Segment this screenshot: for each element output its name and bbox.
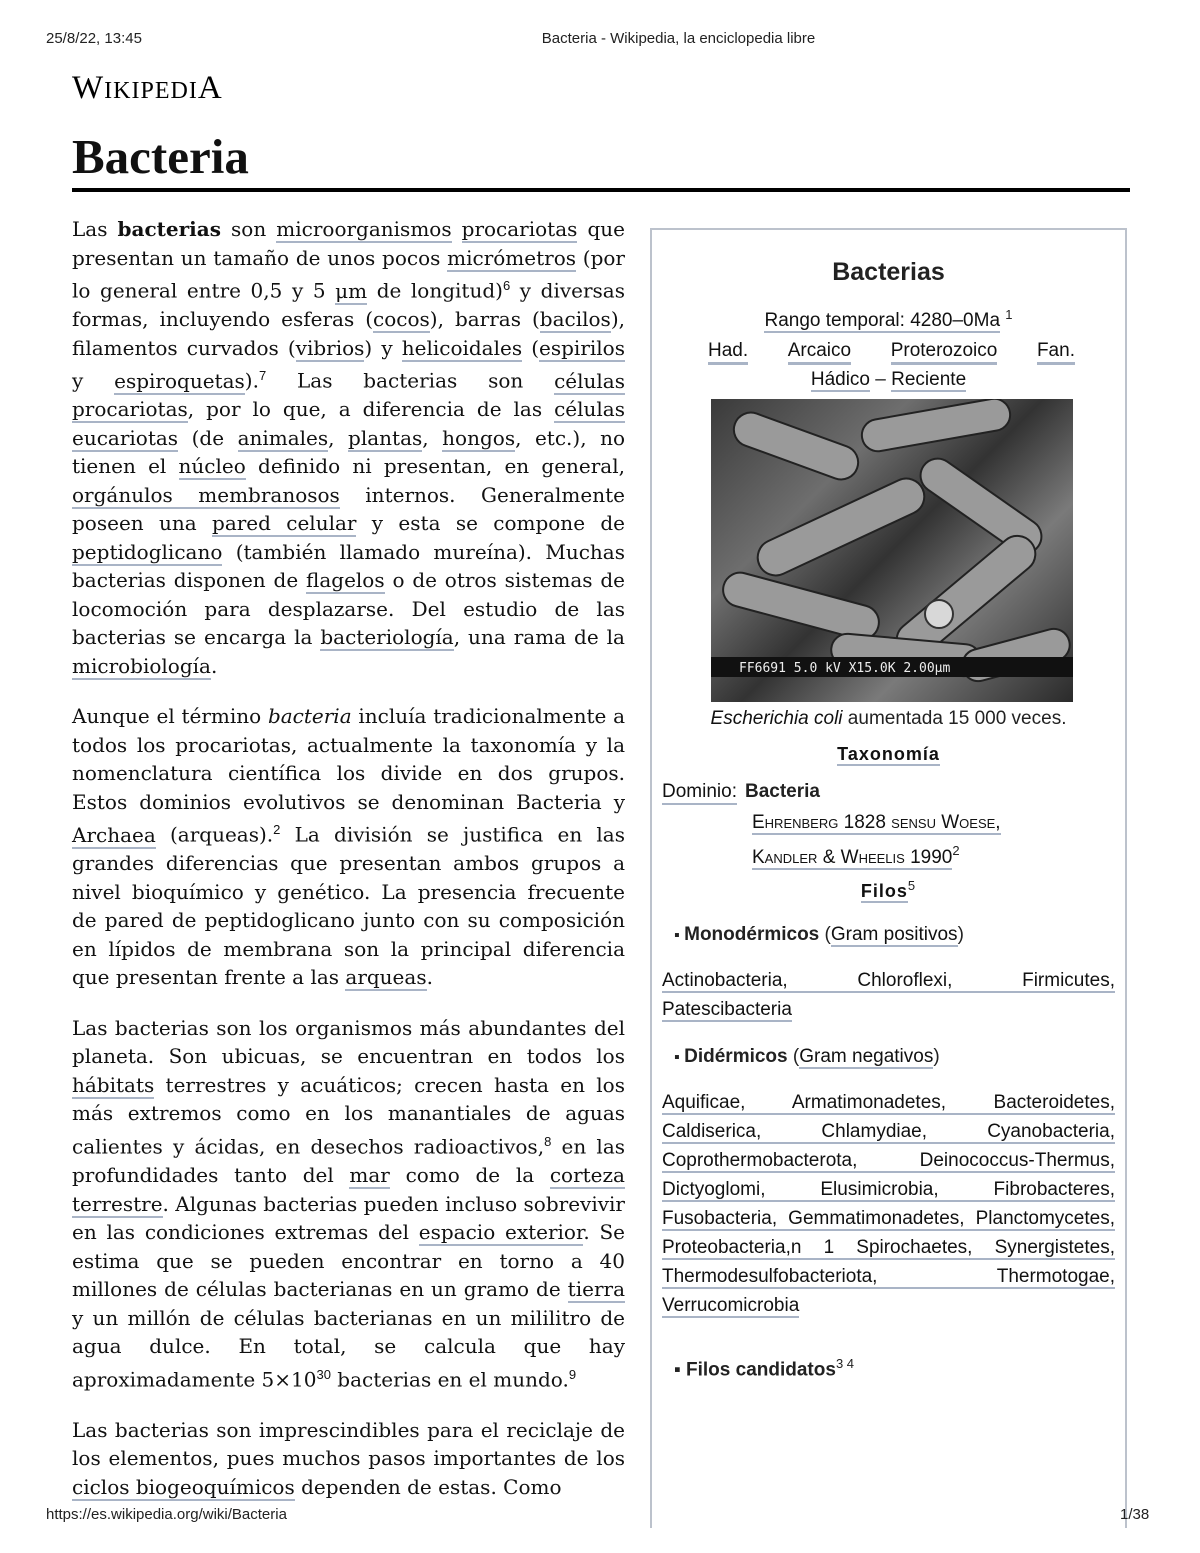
group-2-name: Didérmicos bbox=[684, 1045, 788, 1067]
range-link[interactable]: Rango temporal: 4280–0Ma bbox=[764, 310, 1001, 332]
paragraph-3: Las bacterias son los organismos más abundantes del planeta. Son ubicuas, se encuentran en todos los hábitats terrestres y acuáticos; crecen hasta en los más extremos como en los manantiales de aguas calientes y ácidas, en desechos radioactivos,$^8$ en las profundidades tanto del mar como de la corteza terrestre. Algunas bacterias pueden incluso sobrevivir en las condiciones extremas del espacio exterior. Se estima que se pueden encontrar en torno a 40 millones de células bacterianas en un gramo de tierra y un millón de células bacterianas en un mililitro de agua dulce. En total, se calcula que hay aproximadamente $5\times 10^{30}$ bacterias en el mundo.$^9$ bbox=[72, 1015, 626, 1392]
group-2-item: ▪ Didérmicos (Gram negativos) bbox=[674, 1046, 1125, 1068]
span-to[interactable]: Reciente bbox=[891, 369, 967, 391]
authority bbox=[752, 809, 1125, 871]
range-ref[interactable]: 1 bbox=[1005, 307, 1013, 322]
ref-2[interactable]: 2 bbox=[273, 822, 281, 838]
domain-label[interactable]: Dominio: bbox=[662, 781, 737, 805]
group-1-item: ▪ Monodérmicos (Gram positivos) bbox=[674, 924, 1125, 946]
group-1-phyla bbox=[662, 966, 1115, 1024]
phylum-list-2[interactable]: Aquificae, Armatimonadetes, Bacteroidetes, Caldiserica, Chlamydiae, Cyanobacteria, Coprothermobacterota, Deinococcus-Thermus, Dictyoglomi, Elusimicrobia, Fibrobacteres, Fusobacteria, Gemmatimonadetes, Planctomycetes, Proteobacteria,n 1 Spirochaetes, Synergistetes, Thermodesulfobacteriota, Thermotogae, Verrucomicrobia bbox=[662, 1091, 1115, 1316]
group-monodermicos bbox=[674, 924, 1125, 946]
link-nucleo[interactable]: núcleo bbox=[178, 454, 246, 479]
authority-line-1[interactable]: Ehrenberg 1828 sensu Woese, bbox=[752, 812, 1001, 834]
era-phanerozoic[interactable]: Fan. bbox=[1037, 340, 1075, 365]
link-peptidoglicano[interactable]: peptidoglicano bbox=[72, 539, 223, 564]
era-hadean[interactable]: Had. bbox=[708, 340, 748, 365]
link-arqueas[interactable]: arqueas bbox=[345, 965, 427, 990]
caption-species-link[interactable]: Escherichia coli bbox=[710, 708, 843, 730]
print-doc-title: Bacteria - Wikipedia, la enciclopedia libre bbox=[541, 30, 816, 47]
link-helicoidales[interactable]: helicoidales bbox=[401, 335, 523, 360]
paragraph-4: Las bacterias son imprescindibles para el reciclaje de los elementos, pues muchos pasos importantes de los ciclos biogeoquímicos dependen de estas. Como bbox=[72, 1417, 625, 1499]
taxonomy-heading: Taxonomía bbox=[837, 744, 940, 765]
era-bar bbox=[708, 340, 1075, 365]
link-vibrios[interactable]: vibrios bbox=[295, 335, 365, 360]
link-habitats[interactable]: hábitats bbox=[72, 1072, 155, 1097]
image-caption: Escherichia coli aumentada 15 000 veces. bbox=[710, 708, 1067, 730]
ref-8[interactable]: 8 bbox=[544, 1133, 552, 1149]
group-2-desc[interactable]: Gram negativos bbox=[799, 1045, 934, 1067]
link-celulas-eucariotas[interactable]: células eucariotas bbox=[72, 397, 625, 450]
print-page-number: 1/38 bbox=[1120, 1506, 1150, 1523]
link-celulas-procariotas[interactable]: células procariotas bbox=[72, 368, 625, 422]
phyla-heading: Filos$^5$ bbox=[860, 877, 917, 901]
ref-7[interactable]: 7 bbox=[258, 368, 267, 384]
time-range bbox=[652, 307, 1125, 332]
taxobox bbox=[650, 228, 1127, 1528]
group-didermicos bbox=[674, 1046, 1125, 1068]
link-hongos[interactable]: hongos bbox=[442, 425, 516, 450]
group-2-phyla bbox=[662, 1088, 1115, 1320]
link-ciclos-biogeoquimicos[interactable]: ciclos biogeoquímicos bbox=[72, 1474, 295, 1499]
bacteria-rods-image bbox=[711, 399, 1073, 702]
link-plantas[interactable]: plantas bbox=[348, 425, 423, 450]
link-espiroquetas[interactable]: espiroquetas bbox=[114, 368, 245, 393]
link-cocos[interactable]: cocos bbox=[373, 307, 430, 332]
micrograph-scale-text: FF6691 5.0 kV X15.0K 2.00μm bbox=[739, 661, 951, 677]
link-bacteriologia[interactable]: bacteriología bbox=[320, 625, 454, 650]
title-divider bbox=[72, 188, 1130, 192]
print-url: https://es.wikipedia.org/wiki/Bacteria bbox=[46, 1506, 287, 1523]
link-flagelos[interactable]: flagelos bbox=[306, 568, 385, 593]
link-microbiologia[interactable]: microbiología bbox=[72, 653, 211, 678]
link-procariotas[interactable]: procariotas bbox=[461, 217, 578, 241]
link-organulos[interactable]: orgánulos membranosos bbox=[72, 482, 340, 507]
print-datetime: 25/8/22, 13:45 bbox=[46, 30, 142, 47]
link-pared-celular[interactable]: pared celular bbox=[212, 511, 357, 536]
time-span: Hádico – Reciente bbox=[810, 369, 967, 391]
link-archaea[interactable]: Archaea bbox=[72, 822, 156, 847]
link-mar[interactable]: mar bbox=[349, 1163, 390, 1188]
paragraph-1: Las bacterias son microorganismos procariotas que presentan un tamaño de unos pocos micrómetros (por lo general entre 0,5 y 5 μm de longitud)$^6$ y diversas formas, incluyendo esferas (cocos), barras (bacilos), filamentos curvados (vibrios) y helicoidales (espirilos y espiroquetas).$^7$ Las bacterias son células procariotas, por lo que, a diferencia de las células eucariotas (de animales, plantas, hongos, etc.), no tienen el núcleo definido ni presentan, en general, orgánulos membranosos internos. Generalmente poseen una pared celular y esta se compone de peptidoglicano (también llamado mureína). Muchas bacterias disponen de flagelos o de otros sistemas de locomoción para desplazarse. Del estudio de las bacterias se encarga la bacteriología, una rama de la microbiología. bbox=[72, 217, 626, 678]
group-1-desc[interactable]: Gram positivos bbox=[830, 923, 958, 945]
article-body bbox=[72, 215, 625, 1523]
link-espacio-exterior[interactable]: espacio exterior bbox=[418, 1220, 584, 1245]
link-um[interactable]: μm bbox=[335, 278, 368, 303]
candidate-refs[interactable]: 3 4 bbox=[835, 1355, 855, 1371]
group-1-name: Monodérmicos bbox=[684, 923, 820, 945]
span-from[interactable]: Hádico bbox=[810, 369, 871, 391]
ref-9[interactable]: 9 bbox=[568, 1366, 577, 1382]
link-espirilos[interactable]: espirilos bbox=[539, 335, 625, 360]
candidate-phyla: ▪ Filos candidatos$^{3 4}$ bbox=[674, 1355, 855, 1380]
link-bacilos[interactable]: bacilos bbox=[539, 307, 611, 332]
authority-ref[interactable]: 2 bbox=[952, 843, 960, 859]
link-animales[interactable]: animales bbox=[237, 425, 329, 450]
link-micrometros[interactable]: micrómetros bbox=[447, 245, 577, 270]
wikipedia-logo[interactable]: WIKIPEDIA bbox=[72, 70, 223, 106]
ref-6[interactable]: 6 bbox=[502, 278, 511, 293]
ecoli-micrograph[interactable] bbox=[711, 399, 1073, 702]
link-microorganismos[interactable]: microorganismos bbox=[276, 217, 452, 241]
era-archean[interactable]: Arcaico bbox=[788, 340, 851, 365]
era-proterozoic[interactable]: Proterozoico bbox=[891, 340, 998, 365]
taxobox-title: Bacterias bbox=[832, 258, 945, 286]
authority-line-2[interactable]: Kandler & Wheelis 1990 bbox=[752, 846, 953, 868]
link-tierra[interactable]: tierra bbox=[567, 1277, 625, 1302]
link-corteza-terrestre[interactable]: corteza terrestre bbox=[72, 1163, 625, 1216]
page-title: Bacteria bbox=[72, 129, 249, 184]
paragraph-2: Aunque el término bacteria incluía tradicionalmente a todos los procariotas, actualmente la taxonomía y la nomenclatura científica los divide en dos grupos. Estos dominios evolutivos se denominan Bacteria y Archaea (arqueas).$^2$ La división se justifica en las grandes diferencias que presentan ambos grupos a nivel bioquímico y genético. La presencia frecuente de pared de peptidoglicano junto con su composición en lípidos de membrana son la principal diferencia que presentan frente a las arqueas. bbox=[72, 704, 625, 990]
domain-row bbox=[662, 781, 1125, 805]
phylum-list-1[interactable]: Actinobacteria, Chloroflexi, Firmicutes, Patescibacteria bbox=[662, 969, 1115, 1020]
domain-value: Bacteria bbox=[744, 781, 820, 803]
